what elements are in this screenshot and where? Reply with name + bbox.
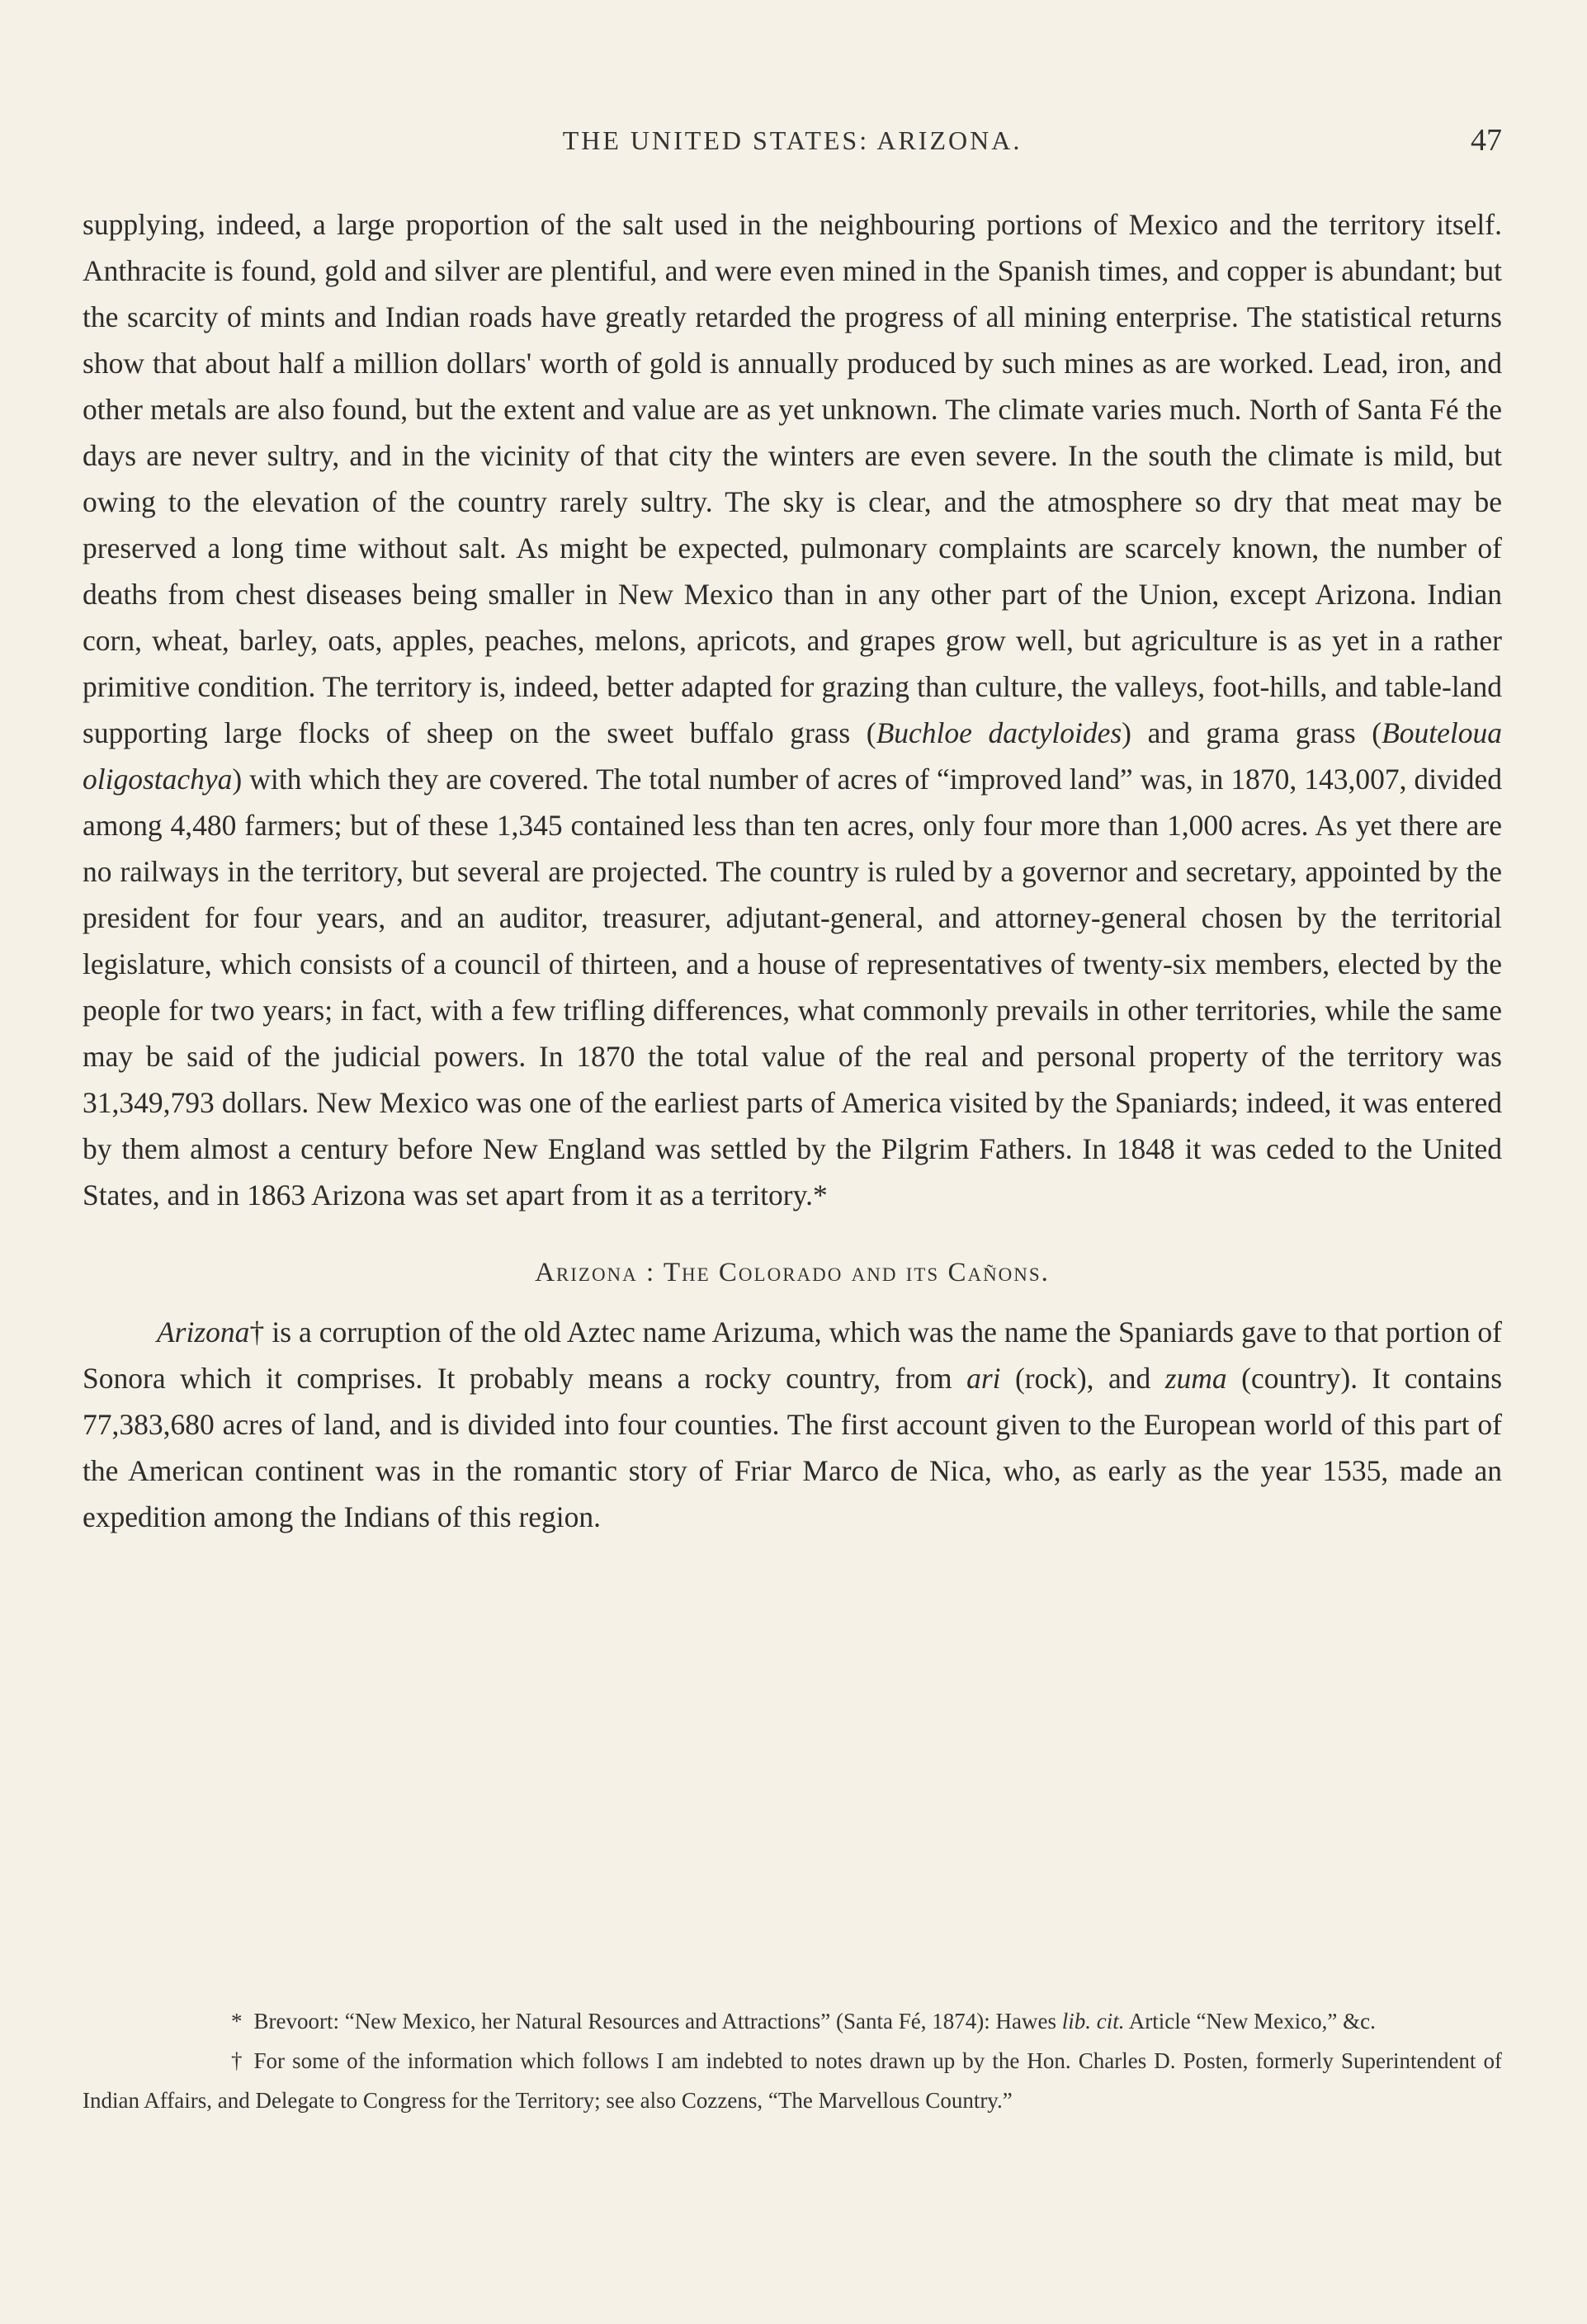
species-name: Bouteloua oligostachya xyxy=(83,716,1502,796)
running-head: THE UNITED STATES: ARIZONA. xyxy=(562,125,1023,155)
footnote-ref: † xyxy=(249,1316,265,1349)
paragraph-text: (country). It contains 77,383,680 acres of land, and is divided into four counties. The first account given to the European world of this part of the American continent was in the romantic story of Friar Marco de Nica, who, as early as the year 1535, made an expedition among the Indians of this region. xyxy=(83,1362,1503,1533)
paragraph-text: ) and grama grass ( xyxy=(1122,716,1382,749)
lead-word: Arizona xyxy=(157,1316,250,1349)
footnote-text: Brevoort: “New Mexico, her Natural Resources and Attractions” (Santa Fé, 1874): Hawes xyxy=(253,2009,1062,2034)
paragraph-text: ) with which they are covered. The total number of acres of “improved land” was, in 1870, 143,007, divided among 4,480 farmers; but of these 1,345 contained less than ten acres, only four more than 1,000 acres. As yet there are no railways in the territory, but several are projected. The country is ruled by a governor and secretary, appointed by the president for four years, and an auditor, treasurer, adjutant-general, and attorney-general chosen by the territorial legislature, which consists of a council of thirteen, and a house of representatives of twenty-six members, elected by the people for two years; in fact, with a few trifling differences, what commonly prevails in other territories, while the same may be said of the judicial powers. In 1870 the total value of the real and personal property of the territory was 31,349,793 dollars. New Mexico was one of the earliest parts of America visited by the Spaniards; indeed, it was entered by them almost a century before New England was settled by the Pilgrim Fathers. In 1848 it was ceded to the United States, and in 1863 Arizona was set apart from it as a territory.* xyxy=(83,763,1502,1212)
species-name: Buchloe dactyloides xyxy=(876,716,1122,749)
footnote-text: For some of the information which follows I am indebted to notes drawn up by the Hon. Charles D. Posten, formerly Superintendent of Indian Affairs, and Delegate to Congress for the Territory; see also Cozzens, “The Marvellous Country.” xyxy=(83,2048,1502,2113)
paragraph-text: (rock), and xyxy=(1000,1362,1165,1395)
page-number: 47 xyxy=(1471,123,1502,158)
footnote-mark: † xyxy=(231,2048,243,2073)
page-header xyxy=(83,125,1502,167)
paragraph-text: is a corruption of the old Aztec name Arizuma, which was the name the Spaniards gave to that portion of Sonora which it comprises. It probably means a rocky country, from xyxy=(83,1316,1503,1395)
footnote-text: Article “New Mexico,” &c. xyxy=(1124,2009,1376,2034)
footnote-mark: * xyxy=(231,2009,243,2034)
body-text xyxy=(83,201,1502,1540)
section-heading: Arizona : The Colorado and its Cañons. xyxy=(535,1258,1050,1287)
footnote-1 xyxy=(83,2001,1502,2041)
footnote-citation: lib. cit. xyxy=(1061,2009,1125,2034)
etymology-word: zuma xyxy=(1164,1362,1227,1395)
etymology-word: ari xyxy=(966,1362,1001,1395)
paragraph-text: supplying, indeed, a large proportion of the salt used in the neighbouring portions of Mexico and the territory itself. Anthracite is found, gold and silver are plentiful, and were even mined in the Spanish times, and copper is abundant; but the scarcity of mints and Indian roads have greatly retarded the progress of all mining enterprise. The statistical returns show that about half a million dollars' worth of gold is annually produced by such mines as are worked. Lead, iron, and other metals are also found, but the extent and value are as yet unknown. The climate varies much. North of Santa Fé the days are never sultry, and in the vicinity of that city the winters are even severe. In the south the climate is mild, but owing to the elevation of the country rarely sultry. The sky is clear, and the atmosphere so dry that meat may be preserved a long time without salt. As might be expected, pulmonary complaints are scarcely known, the number of deaths from chest diseases being smaller in New Mexico than in any other part of the Union, except Arizona. Indian corn, wheat, barley, oats, apples, peaches, melons, apricots, and grapes grow well, but agriculture is as yet in a rather primitive condition. The territory is, indeed, better adapted for grazing than culture, the valleys, foot-hills, and table-land supporting large flocks of sheep on the sweet buffalo grass xyxy=(83,208,1502,749)
paragraph-new-mexico: supplying, indeed, a large proportion of the salt used in the neighbouring portions of Mexico and the territory itself. Anthracite is found, gold and silver are plentiful, and were even mined in the Spanish times, and copper is abundant; but the scarcity of mints and Indian roads have greatly retarded the progress of all mining enterprise. The statistical returns show that about half a million dollars' worth of gold is annually produced by such mines as are worked. Lead, iron, and other metals are also found, but the extent and value are as yet unknown. The climate varies much. North of Santa Fé the days are never sultry, and in the vicinity of that city the winters are even severe. In the south the climate is mild, but owing to the elevation of the country rarely sultry. The sky is clear, and the atmosphere so dry that meat may be preserved a long time without salt. As might be expected, pulmonary complaints are scarcely known, the number of deaths from chest diseases being smaller in New Mexico than in any other part of the Union, except Arizona. Indian corn, wheat, barley, oats, apples, peaches, melons, apricots, and grapes grow well, but agriculture is as yet in a rather primitive condition. The territory is, indeed, better adapted for grazing than culture, the valleys, foot-hills, and table-land supporting large flocks of sheep on the sweet buffalo grass (Buchloe dactyloides) and grama grass (Bouteloua oligostachya) with which they are covered. The total number of acres of “improved land” was, in 1870, 143,007, divided among 4,480 farmers; but of these 1,345 contained less than ten acres, only four more than 1,000 acres. As yet there are no railways in the territory, but several are projected. The country is ruled by a governor and secretary, appointed by the president for four years, and an auditor, treasurer, adjutant-general, and attorney-general chosen by the territorial legislature, which consists of a council of thirteen, and a house of representatives of twenty-six members, elected by the people for two years; in fact, with a few trifling differences, what commonly prevails in other territories, while the same may be said of the judicial powers. In 1870 the total value of the real and personal property of the territory was 31,349,793 dollars. New Mexico was one of the earliest parts of America visited by the Spaniards; indeed, it was entered by them almost a century before New England was settled by the Pilgrim Fathers. In 1848 it was ceded to the United States, and in 1863 Arizona was set apart from it as a territory.* xyxy=(83,208,1502,1212)
footnotes xyxy=(83,2001,1502,2120)
footnote-2 xyxy=(83,2041,1502,2120)
paragraph-arizona xyxy=(83,1309,1502,1540)
